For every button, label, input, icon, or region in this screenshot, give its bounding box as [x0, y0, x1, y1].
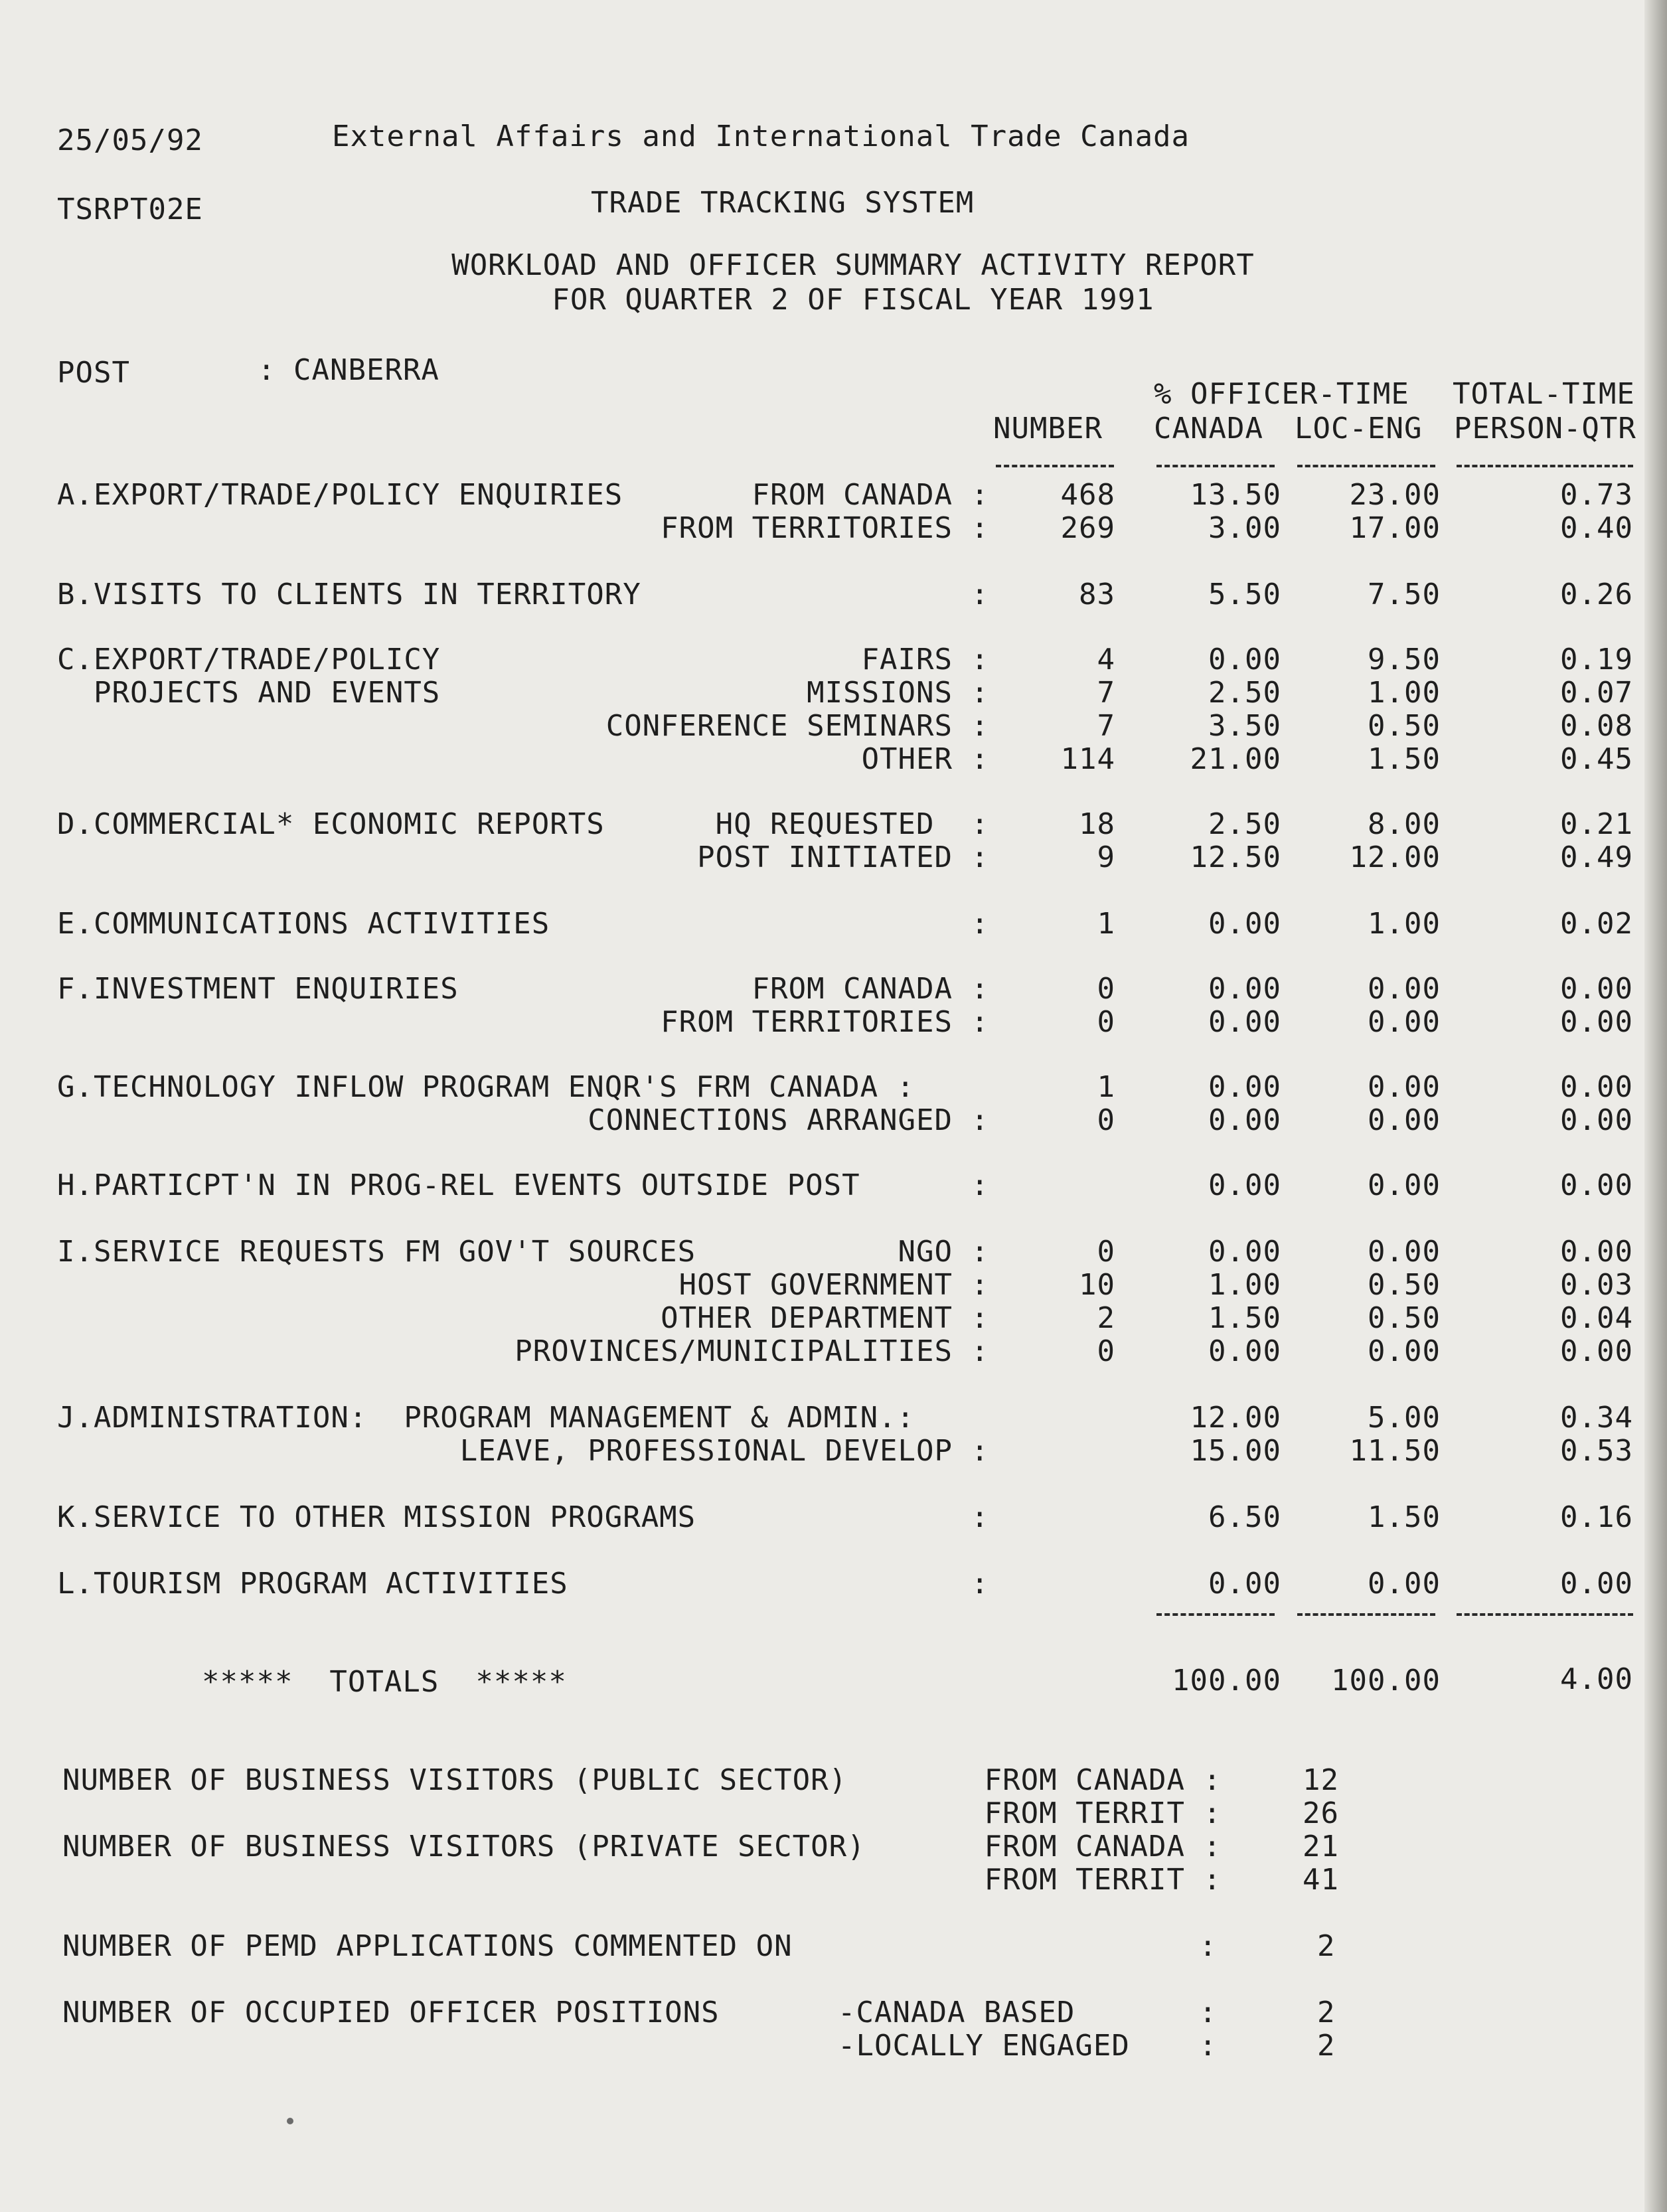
row-sublabel: FAIRS :: [861, 643, 989, 676]
number-header: NUMBER: [993, 412, 1103, 445]
pemd-value: 2: [1317, 1929, 1336, 1963]
row-sublabel: CONNECTIONS ARRANGED :: [588, 1103, 989, 1137]
row-loc-eng-pct: 0.00: [1368, 1334, 1441, 1368]
totals-canada: 100.00: [1172, 1664, 1281, 1698]
row-canada-pct: 3.50: [1208, 709, 1281, 743]
row-person-qtr: 0.00: [1560, 1005, 1633, 1039]
positions-canada-based-separator: :: [1199, 1996, 1218, 2029]
row-loc-eng-pct: 0.00: [1368, 1005, 1441, 1039]
visitors-public-from-territ-value: 26: [1303, 1796, 1339, 1830]
row-person-qtr: 0.73: [1560, 478, 1633, 512]
row-number: 7: [1097, 676, 1115, 710]
row-label: D.COMMERCIAL* ECONOMIC REPORTS: [57, 807, 605, 841]
number-header-rule: [996, 465, 1114, 467]
positions-locally-engaged-separator: :: [1199, 2029, 1218, 2063]
row-canada-pct: 0.00: [1208, 1567, 1281, 1601]
row-loc-eng-pct: 1.50: [1368, 742, 1441, 776]
row-number: 0: [1097, 1005, 1115, 1039]
row-sublabel: FROM TERRITORIES :: [661, 1005, 989, 1039]
row-person-qtr: 0.34: [1560, 1401, 1633, 1435]
row-number: 10: [1079, 1268, 1115, 1302]
row-canada-pct: 0.00: [1208, 643, 1281, 676]
post-separator: :: [258, 353, 276, 387]
row-loc-eng-pct: 12.00: [1349, 840, 1441, 874]
total-time-header: TOTAL-TIME: [1453, 377, 1635, 411]
row-label: PROJECTS AND EVENTS: [57, 676, 441, 710]
visitors-public-from-territ: FROM TERRIT :: [984, 1796, 1222, 1830]
row-loc-eng-pct: 0.00: [1368, 1567, 1441, 1601]
row-sublabel: CONFERENCE SEMINARS :: [605, 709, 989, 743]
row-label: K.SERVICE TO OTHER MISSION PROGRAMS: [57, 1500, 696, 1534]
row-sublabel: FROM CANADA :: [752, 972, 989, 1006]
row-canada-pct: 21.00: [1190, 742, 1281, 776]
row-person-qtr: 0.40: [1560, 511, 1633, 545]
system-name: TRADE TRACKING SYSTEM: [591, 186, 975, 220]
totals-loc-eng: 100.00: [1331, 1664, 1441, 1698]
row-person-qtr: 0.26: [1560, 578, 1633, 611]
row-canada-pct: 1.00: [1208, 1268, 1281, 1302]
row-number: 0: [1097, 1334, 1115, 1368]
loc-eng-header-rule: [1297, 465, 1435, 467]
person-qtr-total-rule: [1457, 1613, 1633, 1616]
row-canada-pct: 13.50: [1190, 478, 1281, 512]
row-sublabel: OTHER :: [861, 742, 989, 776]
row-label: E.COMMUNICATIONS ACTIVITIES: [57, 907, 550, 941]
row-label: J.ADMINISTRATION: PROGRAM MANAGEMENT & ADMIN.:: [57, 1401, 915, 1435]
visitors-private-from-canada-value: 21: [1303, 1830, 1339, 1863]
row-loc-eng-pct: 23.00: [1349, 478, 1441, 512]
visitors-public-from-canada-value: 12: [1303, 1763, 1339, 1797]
row-number: 7: [1097, 709, 1115, 743]
row-canada-pct: 2.50: [1208, 676, 1281, 710]
row-canada-pct: 0.00: [1208, 1070, 1281, 1104]
row-loc-eng-pct: 0.50: [1368, 709, 1441, 743]
row-number: 83: [1079, 578, 1115, 611]
row-canada-pct: 6.50: [1208, 1500, 1281, 1534]
row-label: I.SERVICE REQUESTS FM GOV'T SOURCES: [57, 1235, 696, 1269]
row-loc-eng-pct: 17.00: [1349, 511, 1441, 545]
row-loc-eng-pct: 7.50: [1368, 578, 1441, 611]
row-person-qtr: 0.00: [1560, 1103, 1633, 1137]
row-person-qtr: 0.03: [1560, 1268, 1633, 1302]
row-person-qtr: 0.00: [1560, 1567, 1633, 1601]
row-person-qtr: 0.16: [1560, 1500, 1633, 1534]
row-canada-pct: 12.50: [1190, 840, 1281, 874]
row-canada-pct: 12.00: [1190, 1401, 1281, 1435]
row-canada-pct: 0.00: [1208, 907, 1281, 941]
row-label: L.TOURISM PROGRAM ACTIVITIES: [57, 1567, 568, 1601]
row-loc-eng-pct: 0.00: [1368, 1168, 1441, 1202]
row-person-qtr: 0.53: [1560, 1434, 1633, 1468]
row-number: 2: [1097, 1301, 1115, 1335]
row-canada-pct: 1.50: [1208, 1301, 1281, 1335]
row-loc-eng-pct: 0.00: [1368, 1103, 1441, 1137]
post-label: POST: [57, 356, 130, 390]
row-loc-eng-pct: 8.00: [1368, 807, 1441, 841]
pct-officer-time-header: % OFFICER-TIME: [1154, 377, 1409, 411]
row-sublabel: FROM TERRITORIES :: [661, 511, 989, 545]
page-edge-shadow: [1644, 0, 1667, 2212]
report-subtitle: FOR QUARTER 2 OF FISCAL YEAR 1991: [552, 283, 1154, 317]
positions-locally-engaged-value: 2: [1317, 2029, 1336, 2063]
row-sublabel: PROVINCES/MUNICIPALITIES :: [515, 1334, 989, 1368]
row-label: H.PARTICPT'N IN PROG-REL EVENTS OUTSIDE POST: [57, 1168, 860, 1202]
report-title: WORKLOAD AND OFFICER SUMMARY ACTIVITY REPORT: [451, 248, 1255, 282]
pemd-separator: :: [1199, 1929, 1218, 1963]
row-number: 468: [1060, 478, 1115, 512]
row-person-qtr: 0.08: [1560, 709, 1633, 743]
row-number: 1: [1097, 1070, 1115, 1104]
canada-total-rule: [1156, 1613, 1275, 1616]
row-sublabel: HQ REQUESTED :: [715, 807, 989, 841]
row-label: F.INVESTMENT ENQUIRIES: [57, 972, 459, 1006]
visitors-private-label: NUMBER OF BUSINESS VISITORS (PRIVATE SECTOR): [62, 1830, 866, 1863]
row-loc-eng-pct: 1.00: [1368, 676, 1441, 710]
row-person-qtr: 0.00: [1560, 972, 1633, 1006]
row-person-qtr: 0.19: [1560, 643, 1633, 676]
totals-label: ***** TOTALS *****: [202, 1665, 567, 1699]
row-label: C.EXPORT/TRADE/POLICY: [57, 643, 441, 676]
row-person-qtr: 0.00: [1560, 1334, 1633, 1368]
row-canada-pct: 0.00: [1208, 1103, 1281, 1137]
row-canada-pct: 0.00: [1208, 972, 1281, 1006]
row-number: 9: [1097, 840, 1115, 874]
positions-locally-engaged: -LOCALLY ENGAGED: [838, 2029, 1130, 2063]
row-sublabel: :: [971, 1168, 989, 1202]
row-person-qtr: 0.00: [1560, 1070, 1633, 1104]
row-loc-eng-pct: 9.50: [1368, 643, 1441, 676]
visitors-public-from-canada: FROM CANADA :: [984, 1763, 1222, 1797]
pemd-label: NUMBER OF PEMD APPLICATIONS COMMENTED ON: [62, 1929, 793, 1963]
row-loc-eng-pct: 0.00: [1368, 1235, 1441, 1269]
person-qtr-header-rule: [1457, 465, 1633, 467]
row-number: 0: [1097, 1103, 1115, 1137]
organization-name: External Affairs and International Trade Canada: [332, 119, 1190, 153]
post-value: CANBERRA: [293, 353, 439, 387]
row-loc-eng-pct: 1.50: [1368, 1500, 1441, 1534]
row-number: 114: [1060, 742, 1115, 776]
row-person-qtr: 0.00: [1560, 1168, 1633, 1202]
row-person-qtr: 0.07: [1560, 676, 1633, 710]
row-label: B.VISITS TO CLIENTS IN TERRITORY: [57, 578, 641, 611]
row-canada-pct: 15.00: [1190, 1434, 1281, 1468]
person-qtr-header: PERSON-QTR: [1454, 412, 1636, 445]
row-sublabel: LEAVE, PROFESSIONAL DEVELOP :: [459, 1434, 989, 1468]
positions-canada-based-value: 2: [1317, 1996, 1336, 2029]
row-label: A.EXPORT/TRADE/POLICY ENQUIRIES: [57, 478, 623, 512]
visitors-private-from-canada: FROM CANADA :: [984, 1830, 1222, 1863]
row-canada-pct: 2.50: [1208, 807, 1281, 841]
loc-eng-total-rule: [1297, 1613, 1435, 1616]
row-loc-eng-pct: 0.00: [1368, 972, 1441, 1006]
row-person-qtr: 0.00: [1560, 1235, 1633, 1269]
totals-person-qtr: 4.00: [1560, 1662, 1633, 1696]
row-sublabel: :: [971, 1567, 989, 1601]
canada-header: CANADA: [1154, 412, 1263, 445]
row-person-qtr: 0.21: [1560, 807, 1633, 841]
row-person-qtr: 0.02: [1560, 907, 1633, 941]
row-sublabel: OTHER DEPARTMENT :: [661, 1301, 989, 1335]
report-date: 25/05/92: [57, 123, 203, 157]
positions-canada-based: -CANADA BASED: [838, 1996, 1075, 2029]
row-number: 4: [1097, 643, 1115, 676]
row-label: G.TECHNOLOGY INFLOW PROGRAM ENQR'S FRM CANADA :: [57, 1070, 915, 1104]
row-number: 18: [1079, 807, 1115, 841]
visitors-public-label: NUMBER OF BUSINESS VISITORS (PUBLIC SECTOR): [62, 1763, 848, 1797]
row-loc-eng-pct: 0.00: [1368, 1070, 1441, 1104]
row-loc-eng-pct: 1.00: [1368, 907, 1441, 941]
row-loc-eng-pct: 0.50: [1368, 1301, 1441, 1335]
row-canada-pct: 0.00: [1208, 1235, 1281, 1269]
row-person-qtr: 0.49: [1560, 840, 1633, 874]
row-canada-pct: 5.50: [1208, 578, 1281, 611]
row-sublabel: MISSIONS :: [807, 676, 989, 710]
row-sublabel: :: [971, 578, 989, 611]
row-sublabel: NGO :: [898, 1235, 989, 1269]
paper-speck: [287, 2118, 293, 2124]
row-sublabel: FROM CANADA :: [752, 478, 989, 512]
row-canada-pct: 0.00: [1208, 1168, 1281, 1202]
canada-header-rule: [1156, 465, 1275, 467]
row-loc-eng-pct: 5.00: [1368, 1401, 1441, 1435]
row-sublabel: :: [971, 907, 989, 941]
row-number: 1: [1097, 907, 1115, 941]
row-sublabel: :: [971, 1500, 989, 1534]
row-number: 269: [1060, 511, 1115, 545]
row-canada-pct: 0.00: [1208, 1005, 1281, 1039]
row-sublabel: HOST GOVERNMENT :: [678, 1268, 989, 1302]
row-person-qtr: 0.45: [1560, 742, 1633, 776]
visitors-private-from-territ: FROM TERRIT :: [984, 1863, 1222, 1897]
row-person-qtr: 0.04: [1560, 1301, 1633, 1335]
report-code: TSRPT02E: [57, 193, 203, 226]
row-sublabel: POST INITIATED :: [697, 840, 989, 874]
row-loc-eng-pct: 0.50: [1368, 1268, 1441, 1302]
row-number: 0: [1097, 1235, 1115, 1269]
row-canada-pct: 0.00: [1208, 1334, 1281, 1368]
loc-eng-header: LOC-ENG: [1295, 412, 1423, 445]
visitors-private-from-territ-value: 41: [1303, 1863, 1339, 1897]
row-canada-pct: 3.00: [1208, 511, 1281, 545]
positions-label: NUMBER OF OCCUPIED OFFICER POSITIONS: [62, 1996, 720, 2029]
row-loc-eng-pct: 11.50: [1349, 1434, 1441, 1468]
row-number: 0: [1097, 972, 1115, 1006]
